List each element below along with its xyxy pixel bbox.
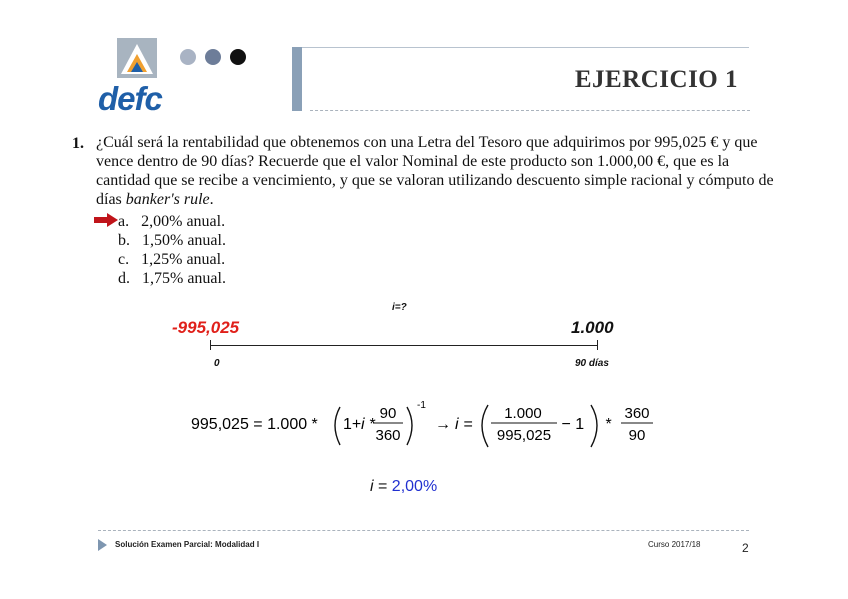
fraction-3-numerator: 360: [624, 405, 650, 422]
logo-text: defc: [98, 80, 162, 117]
formula-one-plus: 1+: [343, 416, 362, 433]
timeline-start-value: -995,025: [172, 318, 240, 337]
timeline-rate-label: i=?: [392, 302, 407, 313]
formula-i-2: i: [455, 416, 459, 433]
option-letter: c.: [118, 251, 130, 268]
answer-arrow-icon: [94, 213, 118, 232]
page-title: EJERCICIO 1: [574, 66, 738, 93]
paren-open: [335, 407, 340, 445]
decorative-dot: [230, 49, 246, 65]
formula-lhs: 995,025 = 1.000 *: [191, 416, 318, 433]
option-c: [118, 250, 226, 269]
timeline-axis: [210, 345, 598, 346]
fraction-2-denominator: 995,025: [496, 427, 552, 444]
paren-close: [591, 405, 597, 447]
formula-exponent: -1: [417, 400, 426, 411]
question-text: [96, 133, 786, 209]
option-b: [118, 231, 226, 250]
formula: [189, 402, 669, 467]
formula-minus-one: − 1: [557, 416, 585, 433]
option-text: 2,00% anual.: [141, 213, 226, 230]
formula-arrow: →: [435, 416, 451, 433]
question-text-main: ¿Cuál será la rentabilidad que obtenemos con una Letra del Tesoro que adquirimos por 995,025 € y que vence dentro de 90 días? Recuerde que el valor Nominal de este producto son 1.000,00 €, que es la cantidad que se recibe a vencimiento, y que se valoran utilizando descuento simple racional y cómputo de días: [96, 134, 774, 208]
formula-eq: =: [459, 416, 478, 433]
option-text: 1,50% anual.: [142, 232, 226, 249]
option-letter: d.: [118, 270, 130, 287]
formula-times-2: *: [601, 416, 617, 433]
result: [370, 478, 437, 496]
timeline-end-value: 1.000: [571, 318, 614, 337]
question-text-italic: banker's rule: [125, 191, 210, 208]
logo-triangle-graphic: [117, 38, 157, 78]
option-a: [118, 212, 226, 231]
fraction-3-denominator: 90: [628, 427, 646, 444]
footer-divider: [98, 530, 749, 531]
option-letter: a.: [118, 213, 130, 230]
fraction-1-denominator: 360: [375, 427, 401, 444]
page-number: 2: [742, 541, 749, 555]
title-divider: [310, 110, 750, 111]
question-number: 1.: [72, 135, 84, 152]
footer-text: Solución Examen Parcial: Modalidad I: [115, 540, 260, 549]
fraction-2-numerator: 1.000: [504, 405, 542, 422]
answer-options: [118, 212, 226, 288]
result-eq: =: [373, 478, 392, 495]
option-d: [118, 269, 226, 288]
formula-times: *: [365, 416, 381, 433]
timeline-start-time: 0: [214, 358, 220, 369]
timeline-end-time: 90 días: [575, 358, 609, 369]
decorative-dot: [180, 49, 196, 65]
result-value: 2,00%: [391, 478, 438, 495]
option-letter: b.: [118, 232, 130, 249]
decorative-dot: [205, 49, 221, 65]
fraction-1-numerator: 90: [379, 405, 397, 422]
option-text: 1,25% anual.: [141, 251, 226, 268]
timeline-tick-start: [210, 340, 211, 350]
paren-close: [407, 407, 412, 445]
result-variable: i: [370, 478, 374, 495]
question-text-end: .: [209, 191, 214, 208]
timeline-tick-end: [597, 340, 598, 350]
option-text: 1,75% anual.: [142, 270, 226, 287]
formula-i: i: [361, 416, 365, 433]
footer-course: Curso 2017/18: [648, 540, 701, 549]
footer-triangle-icon: [98, 539, 107, 551]
title-accent-bar: [292, 47, 302, 111]
paren-open: [482, 405, 488, 447]
